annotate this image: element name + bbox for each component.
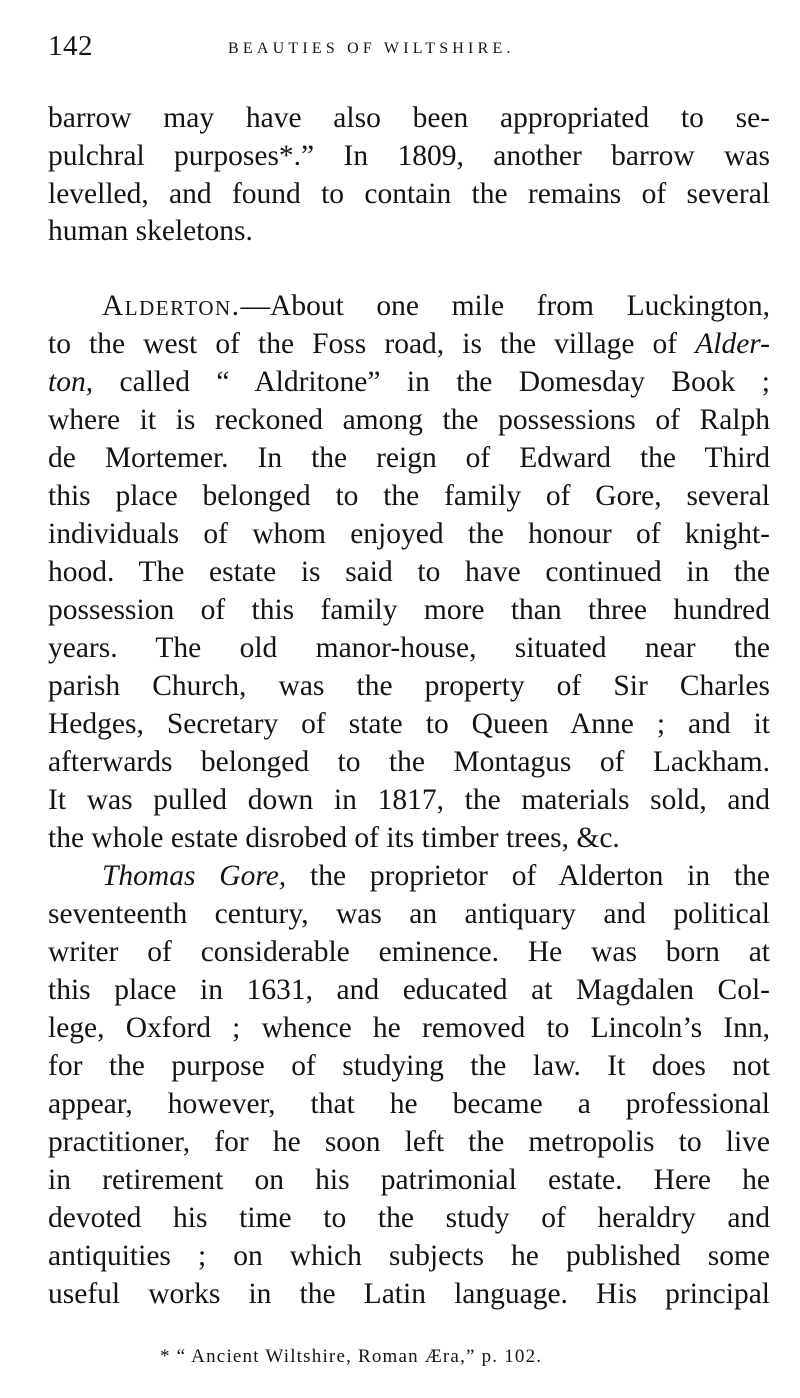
text-line: barrow may have also been appropriated to se-: [48, 102, 770, 134]
paragraph-alderton-first-line: [102, 287, 770, 325]
italic-person-name: Thomas Gore,: [102, 860, 287, 892]
text-line: practitioner, for he soon left the metropolis to live: [48, 1126, 770, 1158]
text-line: seventeenth century, was an antiquary and political: [48, 898, 770, 930]
text-line: this place in 1631, and educated at Magdalen Col-: [48, 974, 770, 1006]
text-line: for the purpose of studying the law. It does not: [48, 1050, 770, 1082]
text-run: the proprietor of Alderton in the: [286, 860, 770, 892]
paragraph-thomas-gore-first-line: [102, 857, 770, 895]
text-line: lege, Oxford ; whence he removed to Lincoln’s Inn,: [48, 1012, 770, 1044]
text-run: —About one mile from Luckington,: [240, 290, 770, 322]
text-line: human skeletons.: [48, 215, 253, 247]
text-line: hood. The estate is said to have continued in the: [48, 556, 770, 588]
page-number: 142: [48, 30, 93, 62]
footnote: * “ Ancient Wiltshire, Roman Æra,” p. 102.: [160, 1346, 543, 1367]
text-line: devoted his time to the study of heraldry and: [48, 1202, 770, 1234]
text-line: writer of considerable eminence. He was born at: [48, 936, 770, 968]
text-line: appear, however, that he became a professional: [48, 1088, 770, 1120]
text-line: pulchral purposes*.” In 1809, another barrow was: [48, 140, 770, 172]
text-line: useful works in the Latin language. His principal: [48, 1278, 770, 1310]
text-line: parish Church, was the property of Sir Charles: [48, 670, 770, 702]
italic-place-name: ton,: [48, 366, 94, 398]
text-line: in retirement on his patrimonial estate. Here he: [48, 1164, 770, 1196]
italic-place-name: Alder-: [695, 328, 771, 360]
page-header: [48, 30, 770, 70]
text-line: levelled, and found to contain the remains of several: [48, 178, 770, 210]
text-line: individuals of whom enjoyed the honour of knight-: [48, 518, 770, 550]
text-line: Hedges, Secretary of state to Queen Anne ; and it: [48, 708, 770, 740]
text-run: called “ Aldritone” in the Domesday Book ;: [93, 366, 770, 398]
text-line: de Mortemer. In the reign of Edward the Third: [48, 442, 770, 474]
section-heading-alderton: Alderton.: [102, 290, 241, 322]
text-line: [48, 363, 770, 401]
text-line: where it is reckoned among the possessions of Ralph: [48, 404, 770, 436]
text-line: possession of this family more than three hundred: [48, 594, 770, 626]
text-line: afterwards belonged to the Montagus of Lackham.: [48, 746, 770, 778]
text-run: to the west of the Foss road, is the village of: [48, 328, 678, 360]
text-line: this place belonged to the family of Gore, several: [48, 480, 770, 512]
text-line: the whole estate disrobed of its timber trees, &c.: [48, 822, 620, 854]
text-line: years. The old manor-house, situated near the: [48, 632, 770, 664]
text-line: It was pulled down in 1817, the materials sold, and: [48, 784, 770, 816]
text-line: antiquities ; on which subjects he published some: [48, 1240, 770, 1272]
text-line: [48, 325, 770, 363]
running-title: BEAUTIES OF WILTSHIRE.: [228, 40, 515, 57]
